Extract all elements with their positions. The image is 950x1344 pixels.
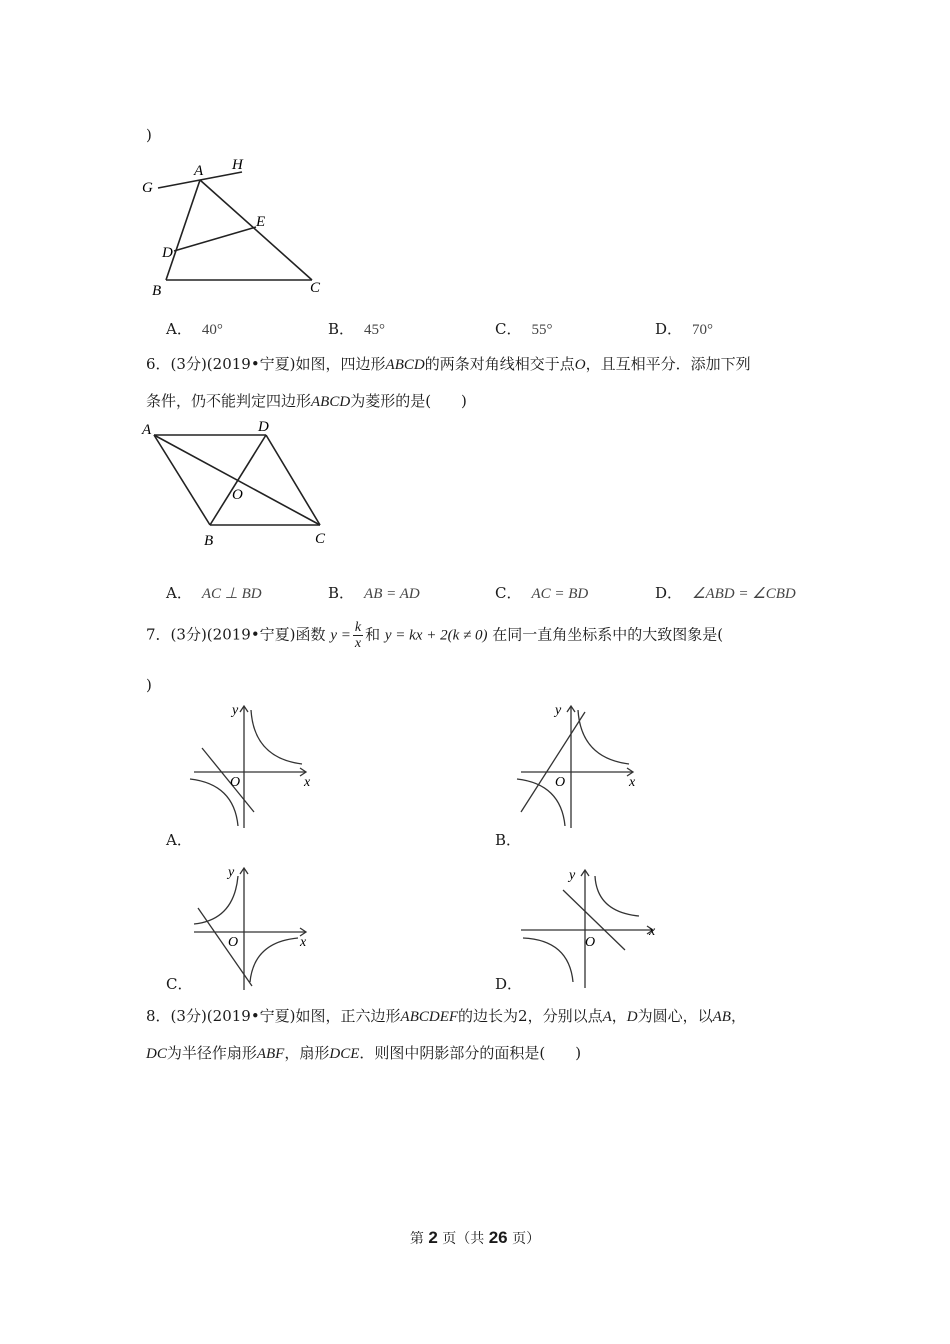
x-axis-label: x: [649, 924, 656, 939]
q7-option-b: B．: [495, 831, 522, 849]
q6-option-a: [166, 582, 262, 603]
q7-option-a: A．: [166, 831, 192, 849]
denominator: x: [354, 636, 362, 651]
text: (3分)(2019•宁夏)如图，四边形: [170, 355, 386, 373]
q8-number: 8．: [146, 1007, 171, 1025]
q7-graph-d: [515, 862, 665, 992]
q6-option-b: [328, 582, 420, 603]
q6-label-D: D: [258, 419, 269, 435]
q7-number: 7．: [146, 625, 171, 644]
math: A: [602, 1009, 612, 1025]
option-letter: D．: [655, 320, 683, 338]
text: 条件，仍不能判定四边形: [146, 392, 312, 410]
math: y =: [330, 627, 351, 644]
text: 为菱形的是( ): [350, 392, 467, 410]
text: ，: [730, 1007, 746, 1025]
text: 第: [409, 1231, 424, 1247]
math: DC: [146, 1046, 167, 1062]
q5-label-A: A: [194, 163, 204, 179]
q6-label-C: C: [315, 531, 326, 547]
text: (3分)(2019•宁夏)如图，正六边形: [170, 1007, 401, 1025]
option-value: 70°: [692, 322, 714, 338]
text: ．则图中阴影部分的面积是( ): [359, 1044, 582, 1062]
q6-option-c: [495, 582, 588, 603]
math: AB: [712, 1009, 731, 1025]
q7-stem-line1: [146, 620, 723, 651]
option-value: 45°: [364, 322, 386, 338]
numerator: k: [354, 620, 362, 635]
q8-stem-line2: [146, 1042, 581, 1063]
option-value: ∠ABD = ∠CBD: [692, 586, 796, 602]
q5-closing-paren: ): [146, 126, 152, 144]
y-axis-label: y: [569, 868, 576, 883]
q6-label-A: A: [142, 422, 152, 438]
text: 页（共: [442, 1231, 485, 1247]
math: ABCDEF: [400, 1009, 459, 1025]
math: DCE: [329, 1046, 360, 1062]
option-value: AC ⊥ BD: [201, 586, 262, 602]
text: 为半径作扇形: [166, 1044, 257, 1062]
k-over-x-fraction: [353, 620, 363, 651]
q7-option-c: C．: [166, 975, 193, 993]
q5-option-d: [655, 318, 713, 339]
text: 的两条对角线相交于点: [424, 355, 575, 373]
math: ABCD: [385, 357, 425, 373]
q5-triangle-figure: [130, 150, 340, 300]
q7-option-d: D．: [495, 975, 523, 993]
math: O: [574, 357, 586, 373]
option-letter: B．: [328, 584, 355, 602]
text: (3分)(2019•宁夏)函数: [170, 625, 326, 644]
option-letter: A．: [166, 584, 192, 602]
math: D: [626, 1009, 638, 1025]
text: ，且互相平分．添加下列: [585, 355, 751, 373]
option-letter: A．: [166, 320, 192, 338]
y-axis-label: y: [232, 703, 239, 718]
q7-graph-c: [188, 862, 318, 992]
q6-label-B: B: [204, 533, 214, 549]
x-axis-label: x: [304, 775, 311, 790]
page-number: 2: [428, 1228, 438, 1247]
x-axis-label: x: [629, 775, 636, 790]
math: y = kx + 2(k ≠ 0): [384, 627, 488, 644]
text: 为圆心，以: [637, 1007, 713, 1025]
text: 和: [365, 625, 381, 644]
origin-label: O: [555, 775, 566, 790]
option-letter: D．: [655, 584, 683, 602]
y-axis-label: y: [555, 703, 562, 718]
q5-label-D: D: [162, 245, 173, 261]
text: 在同一直角坐标系中的大致图象是(: [492, 625, 724, 644]
q6-option-d: [655, 582, 796, 603]
q5-label-G: G: [142, 180, 153, 196]
origin-label: O: [230, 775, 241, 790]
q6-number: 6．: [146, 355, 171, 373]
q5-option-b: [328, 318, 385, 339]
total-pages: 26: [488, 1228, 508, 1247]
page-footer: [0, 1228, 950, 1248]
math: ABF: [256, 1046, 285, 1062]
option-letter: C．: [495, 584, 522, 602]
option-value: AC = BD: [531, 586, 589, 602]
option-value: AB = AD: [364, 586, 420, 602]
q5-label-B: B: [152, 283, 162, 299]
option-letter: B．: [328, 320, 355, 338]
math: ABCD: [311, 394, 351, 410]
origin-label: O: [228, 935, 239, 950]
q5-label-C: C: [310, 280, 321, 296]
q6-label-O: O: [232, 487, 243, 503]
q6-stem-line1: [146, 353, 751, 374]
q7-graph-a: [188, 700, 318, 830]
option-letter: C．: [495, 320, 522, 338]
text: 的边长为2，分别以点: [458, 1007, 603, 1025]
origin-label: O: [585, 935, 596, 950]
q5-option-c: [495, 318, 552, 339]
q5-label-H: H: [232, 157, 243, 173]
q5-label-E: E: [256, 214, 266, 230]
q8-stem-line1: [146, 1005, 746, 1026]
q5-option-a: [166, 318, 223, 339]
text: 页）: [512, 1231, 541, 1247]
option-value: 40°: [201, 322, 223, 338]
q7-graph-b: [515, 700, 645, 830]
text: ，扇形: [284, 1044, 330, 1062]
q7-closing-paren: ): [146, 676, 152, 694]
q6-rhombus-figure: [140, 415, 340, 550]
text: ，: [611, 1007, 627, 1025]
y-axis-label: y: [228, 865, 235, 880]
q6-stem-line2: [146, 390, 467, 411]
option-value: 55°: [531, 322, 553, 338]
x-axis-label: x: [300, 935, 307, 950]
